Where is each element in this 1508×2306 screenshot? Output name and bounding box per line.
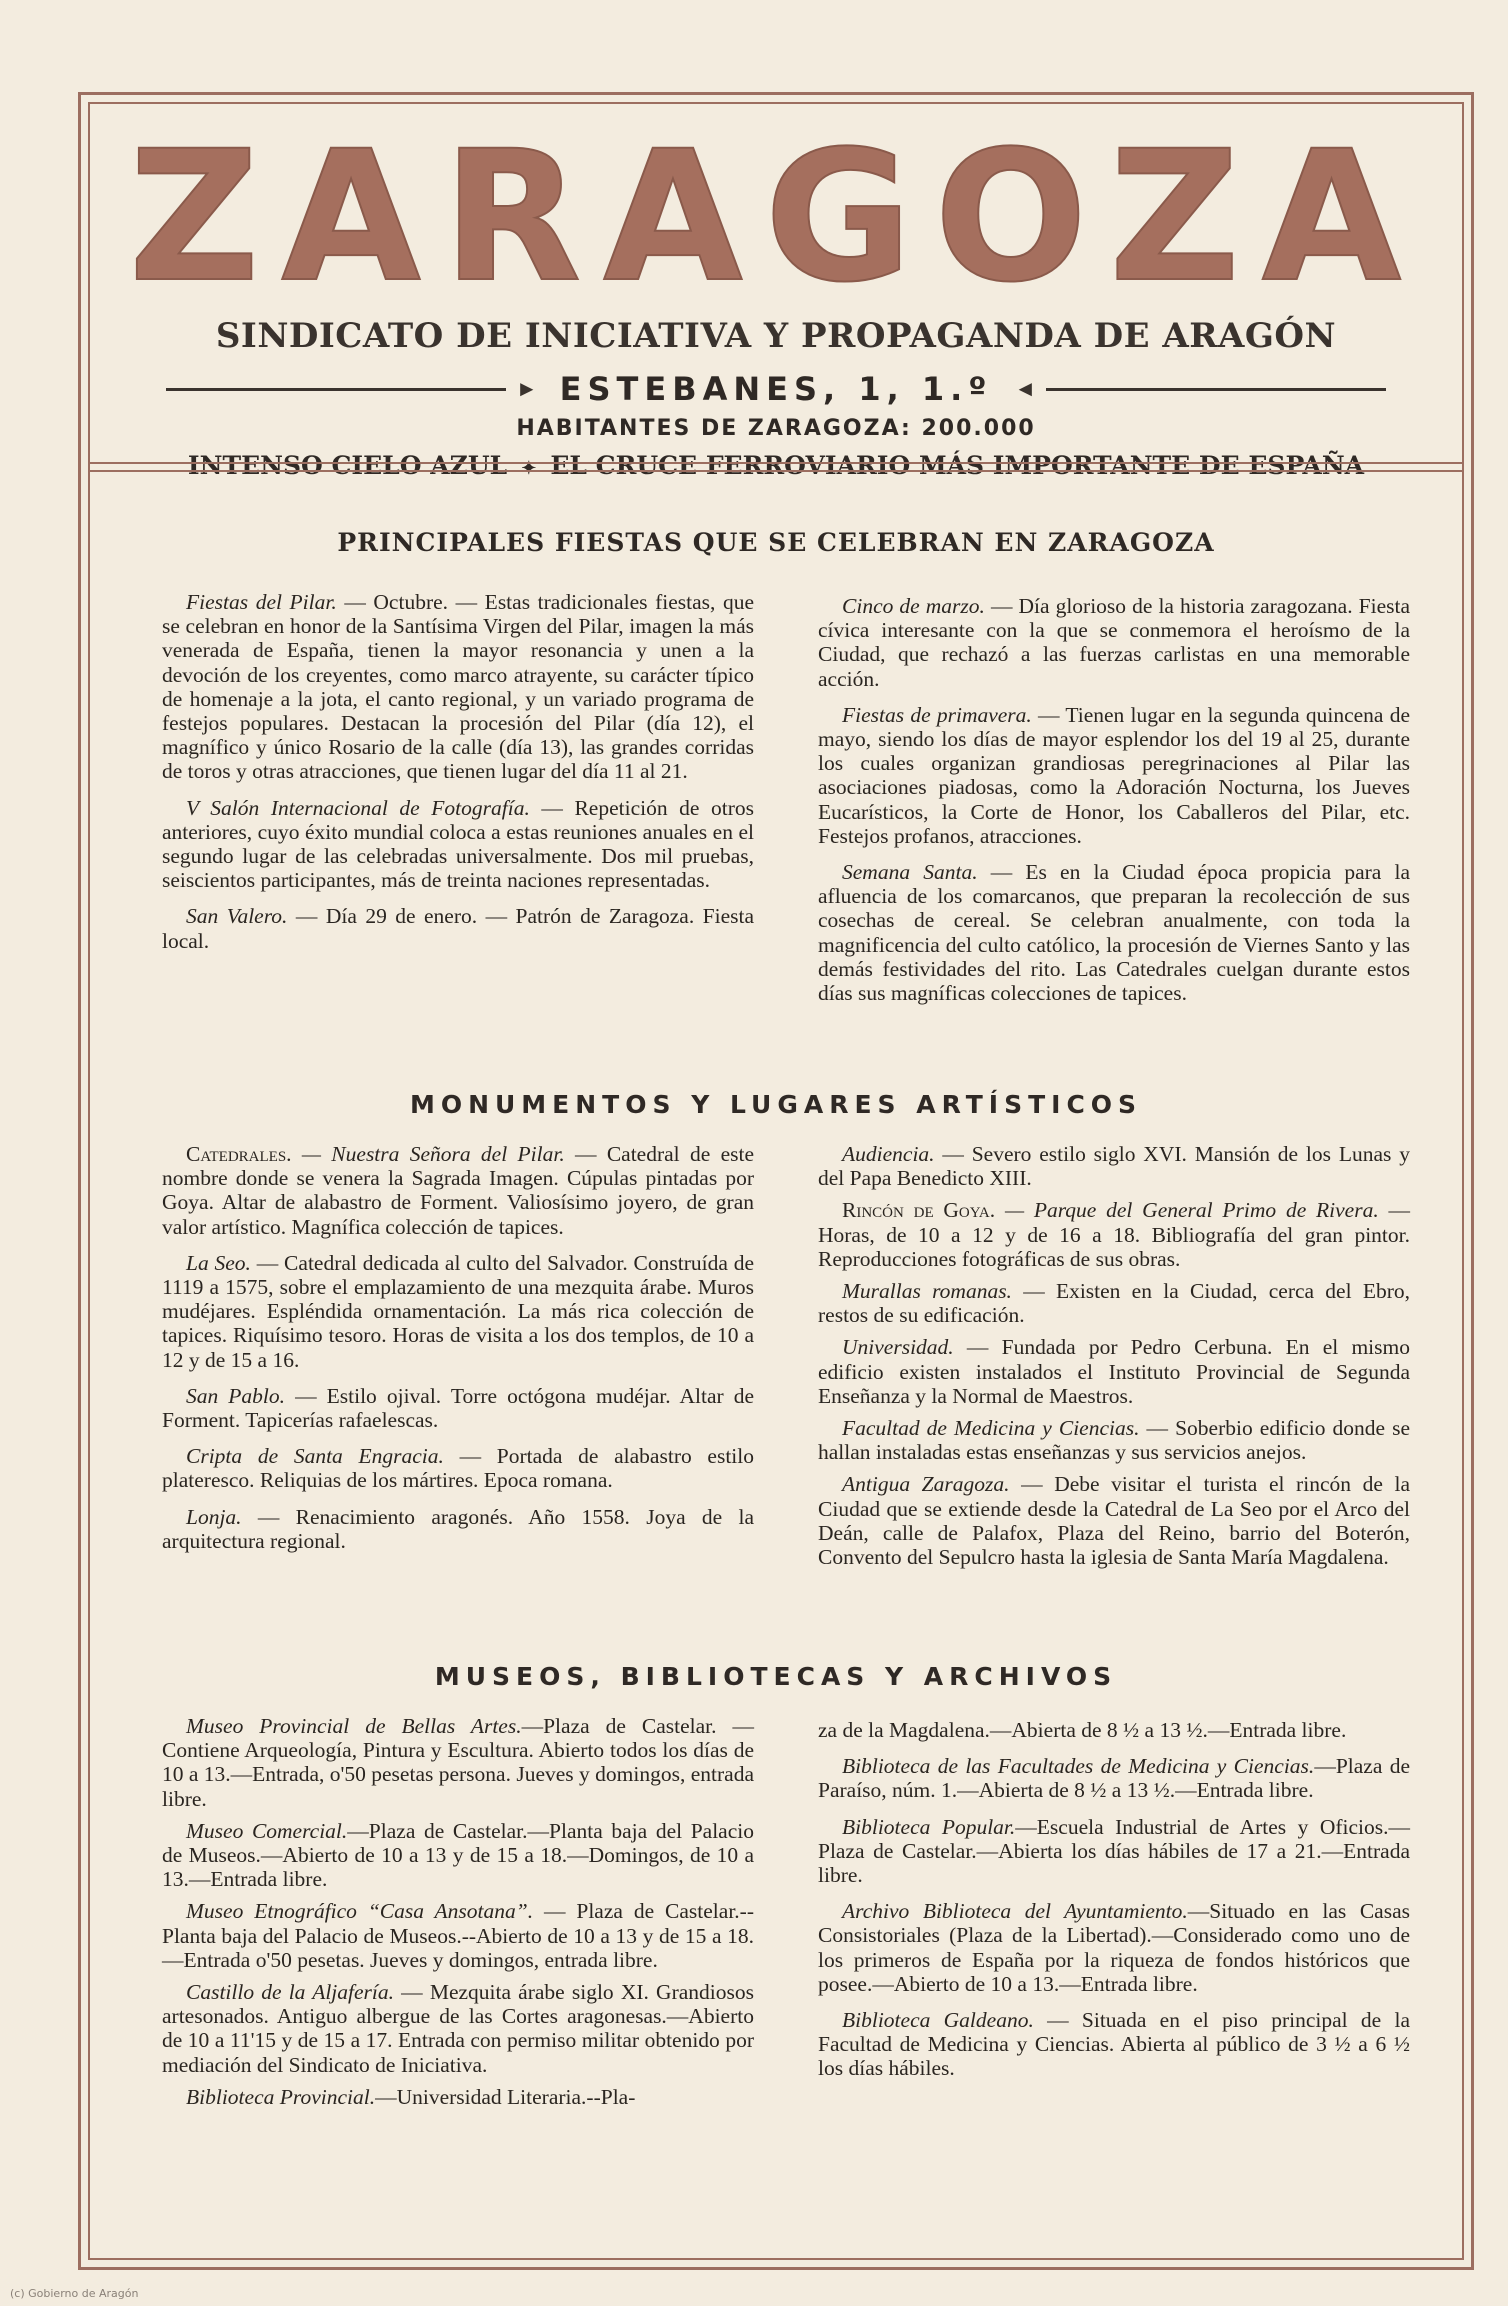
museo-entry: Biblioteca de las Facultades de Medicina y Ciencias.—Plaza de Paraíso, núm. 1.—Abierta de 8 ½ a 13 ½.—Entrada libre. [818,1754,1411,1803]
museo-entry: Biblioteca Provincial.—Universidad Literaria.--Pla- [186,2084,636,2109]
fiestas-heading: PRINCIPALES FIESTAS QUE SE CELEBRAN EN ZARAGOZA [337,528,1215,557]
address-row [88,370,1464,408]
monumento-entry: Cripta de Santa Engracia. — Portada de alabastro estilo plateresco. Reliquias de los mártires. Epoca romana. [162,1444,754,1493]
header-divider [88,462,1464,472]
address: ESTEBANES, 1, 1.º [559,370,993,408]
museo-entry: Castillo de la Aljafería. — Mezquita árabe siglo XI. Grandiosos artesonados. Antiguo albergue de las Cortes aragonesas.—Abierto de 10 a 11'15 y de 15 a 17. Entrada con permiso militar obtenido por mediación del Sindicato de Iniciativa. [162,1980,754,2077]
page-header [88,110,1464,480]
monumento-entry: Lonja. — Renacimiento aragonés. Año 1558. Joya de la arquitectura regional. [162,1504,754,1553]
monumento-entry: La Seo. — Catedral dedicada al culto del Salvador. Construída de 1119 a 1575, sobre el emplazamiento de una mezquita árabe. Muros mudéjares. Espléndida ornamentación. La más rica colección de tapices. Riquísimo tesoro. Horas de visita a los dos templos, de 10 a 12 y de 15 a 16. [162,1250,754,1372]
museos-right-column [818,1718,1410,2093]
subtitle: SINDICATO DE INICIATIVA Y PROPAGANDA DE ARAGÓN [215,316,1337,356]
monumento-entry: Facultad de Medicina y Ciencias. — Soberbio edificio donde se hallan instaladas estas enseñanzas y sus servicios anejos. [818,1416,1410,1465]
fiesta-entry: V Salón Internacional de Fotografía. — Repetición de otros anteriores, cuyo éxito mundial coloca a estas reuniones anuales en el segundo lugar de las celebradas universalmente. Dos mil pruebas, seiscientos participantes, más de treinta naciones representadas. [162,795,754,893]
fiesta-entry: Cinco de marzo. — Día glorioso de la historia zaragozana. Fiesta cívica interesante con la que se conmemora el heroísmo de la Ciudad, que rechazó a las fuerzas carlistas en una memorable acción. [818,594,1410,691]
left-rule [166,388,506,391]
fiesta-entry: Semana Santa. — Es en la Ciudad época propicia para la afluencia de los comarcanos, que preparan la recolección de sus cosechas de cereal. Se celebran anualmente, con toda la magnificencia del culto católico, la procesión de Viernes Santo y las demás festividades del rito. Las Catedrales cuelgan durante estos días sus magníficas colecciones de tapices. [818,860,1410,1006]
museos-left-column [162,1714,754,2117]
monumento-entry: Audiencia. — Severo estilo siglo XVI. Mansión de los Lunas y del Papa Benedicto XIII. [818,1142,1410,1191]
arrow-left-icon: ◄ [1014,376,1037,401]
monumentos-heading: MONUMENTOS Y LUGARES ARTÍSTICOS [409,1090,1143,1119]
page-title: ZARAGOZA [128,113,1424,322]
monumento-entry: Rincón de Goya. — Parque del General Primo de Rivera. — Horas, de 10 a 12 y de 16 a 18. Bibliografía del gran pintor. Reproducciones fotográficas de sus obras. [818,1198,1411,1271]
copyright-credit: (c) Gobierno de Aragón [10,2287,139,2300]
museo-entry: Biblioteca Popular.—Escuela Industrial de Artes y Oficios.—Plaza de Castelar.—Abierta los días hábiles de 17 a 21.—Entrada libre. [818,1814,1410,1888]
museo-entry: Museo Etnográfico “Casa Ansotana”. — Plaza de Castelar.--Planta baja del Palacio de Museos.--Abierto de 10 a 13 y de 15 a 18.—Entrada o'50 pesetas. Jueves y domingos, entrada libre. [162,1899,754,1972]
museo-entry: Museo Comercial.—Plaza de Castelar.—Planta baja del Palacio de Museos.—Abierto de 10 a 13 y de 15 a 18.—Domingos, de 10 a 13.—Entrada libre. [162,1818,754,1892]
monumento-entry: San Pablo. — Estilo ojival. Torre octógona mudéjar. Altar de Forment. Tapicerías rafaelescas. [162,1383,754,1433]
tagline-left: INTENSO CIELO AZUL [187,451,508,480]
population: HABITANTES DE ZARAGOZA: 200.000 [516,416,1036,441]
right-rule [1046,388,1386,391]
museos-heading: MUSEOS, BIBLIOTECAS Y ARCHIVOS [434,1662,1118,1691]
museo-entry: Archivo Biblioteca del Ayuntamiento.—Situado en las Casas Consistoriales (Plaza de la Libertad).—Considerado como uno de los primeros de España por la riqueza de fondos históricos que posee.—Abierto de 10 a 13.—Entrada libre. [818,1899,1410,1996]
museo-entry: za de la Magdalena.—Abierta de 8 ½ a 13 ½.—Entrada libre. [818,1718,1347,1742]
fiestas-right-column [818,594,1410,1017]
arrow-right-icon: ► [515,376,538,401]
monumento-entry: Antigua Zaragoza. — Debe visitar el turista el rincón de la Ciudad que se extiende desde la Catedral de La Seo por el Arco del Deán, calle de Palafox, Plaza del Reino, barrio del Boterón, Convento del Sepulcro hasta la iglesia de Santa María Magdalena. [818,1472,1410,1570]
fiesta-entry: San Valero. — Día 29 de enero. — Patrón de Zaragoza. Fiesta local. [162,904,755,953]
monumentos-right-column [818,1142,1410,1577]
museo-entry: Biblioteca Galdeano. — Situada en el piso principal de la Facultad de Medicina y Ciencias. Abierta al público de 3 ½ a 6 ½ los días hábiles. [818,2008,1410,2081]
tagline-separator-icon: ✦ [521,458,537,479]
fiestas-left-column [162,590,754,965]
museo-entry: Museo Provincial de Bellas Artes.—Plaza de Castelar. — Contiene Arqueología, Pintura y Escultura. Abierto todos los días de 10 a 13.—Entrada, o'50 pesetas persona. Jueves y domingos, entrada libre. [162,1714,755,1811]
fiesta-entry: Fiestas de primavera. — Tienen lugar en la segunda quincena de mayo, siendo los días de mayor esplendor los del 19 al 25, durante los cuales organizan grandiosas peregrinaciones al Pilar las asociaciones piadosas, como la Adoración Nocturna, los Jueves Eucarísticos, la Corte de Honor, los Caballeros del Pilar, etc. Festejos profanos, atracciones. [818,702,1410,848]
tagline-right: EL CRUCE FERROVIARIO MÁS IMPORTANTE DE ESPAÑA [550,451,1365,480]
monumento-entry: Murallas romanas. — Existen en la Ciudad, cerca del Ebro, restos de su edificación. [818,1279,1410,1328]
monumento-entry: Universidad. — Fundada por Pedro Cerbuna. En el mismo edificio existen instalados el Instituto Provincial de Segunda Enseñanza y la Normal de Maestros. [818,1335,1410,1408]
monumentos-left-column [162,1142,754,1565]
monumento-entry: Catedrales. — Nuestra Señora del Pilar. — Catedral de este nombre donde se venera la Sagrada Imagen. Cúpulas pintadas por Goya. Altar de alabastro de Forment. Valiosísimo joyero, de gran valor artístico. Magnífica colección de tapices. [162,1142,754,1239]
fiesta-entry: Fiestas del Pilar. — Octubre. — Estas tradicionales fiestas, que se celebran en honor de la Santísima Virgen del Pilar, imagen la más venerada de España, tienen la mayor resonancia y unen a la devoción de los creyentes, como marco atrayente, su carácter típico de homenaje a la jota, el canto regional, y un variado programa de festejos populares. Destacan la procesión del Pilar (día 12), el magnífico y único Rosario de la calle (día 13), las grandes corridas de toros y otras atracciones, que tienen lugar del día 11 al 21. [162,590,754,784]
